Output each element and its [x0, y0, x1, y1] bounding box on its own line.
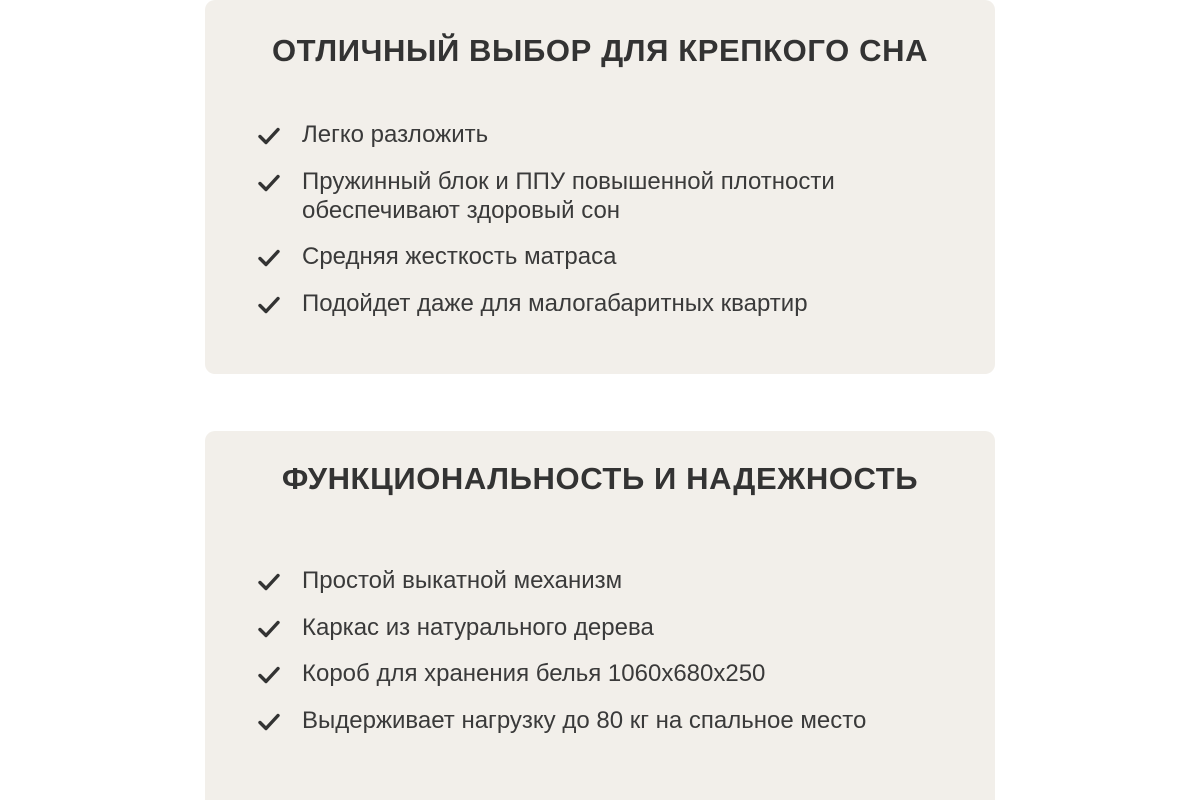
card-title: ФУНКЦИОНАЛЬНОСТЬ И НАДЕЖНОСТЬ — [281, 461, 919, 496]
list-item — [255, 659, 965, 688]
check-icon — [258, 174, 280, 192]
list-item-text: Простой выкатной механизм — [302, 567, 623, 594]
feature-list — [255, 120, 965, 335]
feature-card-sleep — [205, 0, 995, 374]
list-item-text: Средняя жесткость матраса — [302, 243, 617, 270]
list-item — [255, 167, 965, 225]
check-icon — [258, 573, 280, 591]
list-item — [255, 289, 965, 318]
list-item-text: Короб для хранения белья 1060х680х250 — [302, 660, 766, 687]
list-item — [255, 242, 965, 271]
list-item — [255, 706, 965, 735]
check-icon — [258, 296, 280, 314]
check-icon — [258, 620, 280, 638]
list-item — [255, 566, 965, 595]
feature-card-reliability — [205, 431, 995, 800]
list-item — [255, 120, 965, 149]
list-item-text: Выдерживает нагрузку до 80 кг на спальное место — [302, 706, 867, 734]
list-item-text: Пружинный блок и ППУ повышенной плотности обеспечивают здоровый сон — [302, 167, 835, 224]
check-icon — [258, 127, 280, 145]
check-icon — [258, 666, 280, 684]
feature-list — [255, 566, 965, 752]
list-item — [255, 613, 965, 642]
card-title: ОТЛИЧНЫЙ ВЫБОР ДЛЯ КРЕПКОГО СНА — [271, 33, 929, 68]
check-icon — [258, 713, 280, 731]
list-item-text: Легко разложить — [302, 121, 489, 148]
check-icon — [258, 249, 280, 267]
list-item-text: Подойдет даже для малогабаритных квартир — [302, 289, 808, 317]
list-item-text: Каркас из натурального дерева — [302, 613, 654, 641]
